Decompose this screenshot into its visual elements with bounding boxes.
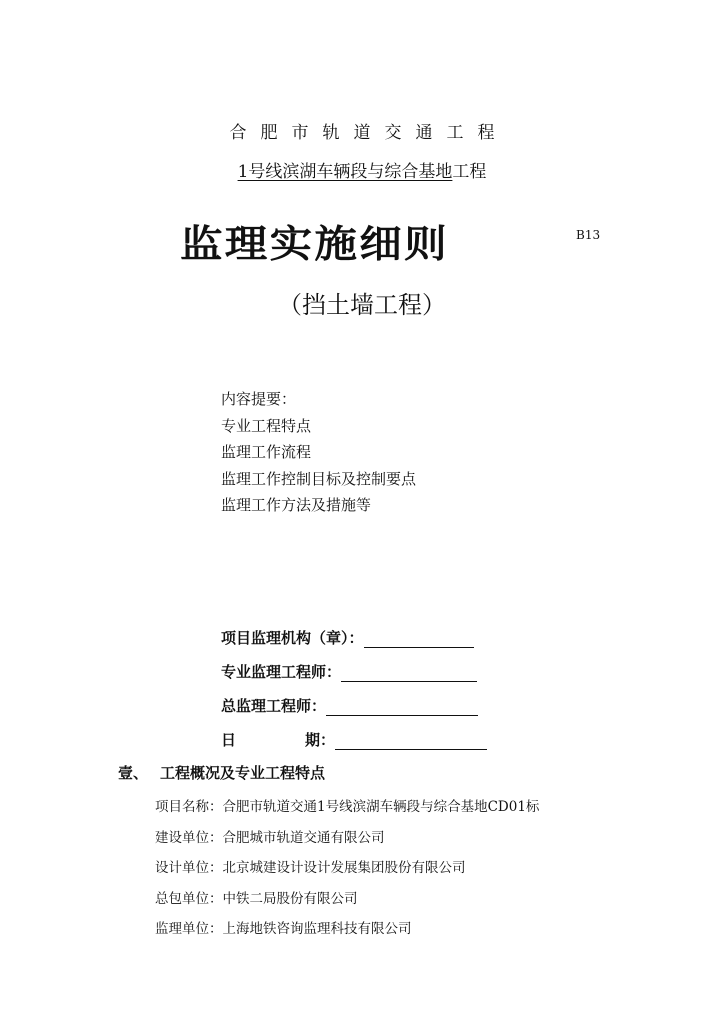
contents-summary: [221, 386, 416, 519]
section-title: 工程概况及专业工程特点: [160, 764, 326, 782]
info-supervisor: 监理单位：上海地铁咨询监理科技有限公司: [155, 921, 412, 937]
info-owner: 建设单位：合肥城市轨道交通有限公司: [155, 830, 385, 846]
signature-row-supervision-org: [221, 627, 474, 648]
contents-item: 专业工程特点: [221, 416, 312, 435]
project-name-underlined: 1号线滨湖车辆段与综合基地: [237, 162, 453, 182]
signature-row-date: [221, 729, 487, 750]
info-designer: 设计单位：北京城建设计设计发展集团股份有限公司: [155, 860, 466, 876]
document-subtitle: （挡土墙工程）: [278, 291, 446, 319]
project-name-line: [0, 157, 724, 182]
signature-blank: [335, 733, 487, 750]
document-code: B13: [576, 228, 601, 242]
section-heading: [118, 762, 325, 783]
info-project-name: 项目名称：合肥市轨道交通1号线滨湖车辆段与综合基地CD01标: [155, 799, 540, 815]
info-contractor: 总包单位：中铁二局股份有限公司: [155, 891, 358, 907]
contents-item: 监理工作流程: [221, 443, 312, 461]
signature-row-specialist-engineer: [221, 661, 477, 682]
contents-item: 监理工作控制目标及控制要点: [221, 469, 417, 488]
signature-label: 专业监理工程师：: [221, 663, 342, 681]
date-label-left: 日: [221, 731, 237, 749]
document-main-title: 监理实施细则: [180, 222, 449, 266]
date-label-right: 期：: [305, 731, 336, 749]
contents-item: 监理工作方法及措施等: [221, 496, 372, 514]
signature-blank: [341, 665, 477, 682]
signature-label: 总监理工程师：: [221, 697, 327, 715]
signature-label: 项目监理机构（章）：: [221, 629, 364, 647]
project-program-title: 合肥市轨道交通工程: [229, 123, 509, 143]
signature-blank: [326, 699, 478, 716]
section-number: 壹、: [118, 764, 149, 782]
contents-heading: 内容提要：: [221, 390, 297, 408]
project-name-suffix: 工程: [452, 162, 487, 182]
signature-blank: [364, 631, 474, 648]
signature-row-chief-engineer: [221, 695, 478, 716]
